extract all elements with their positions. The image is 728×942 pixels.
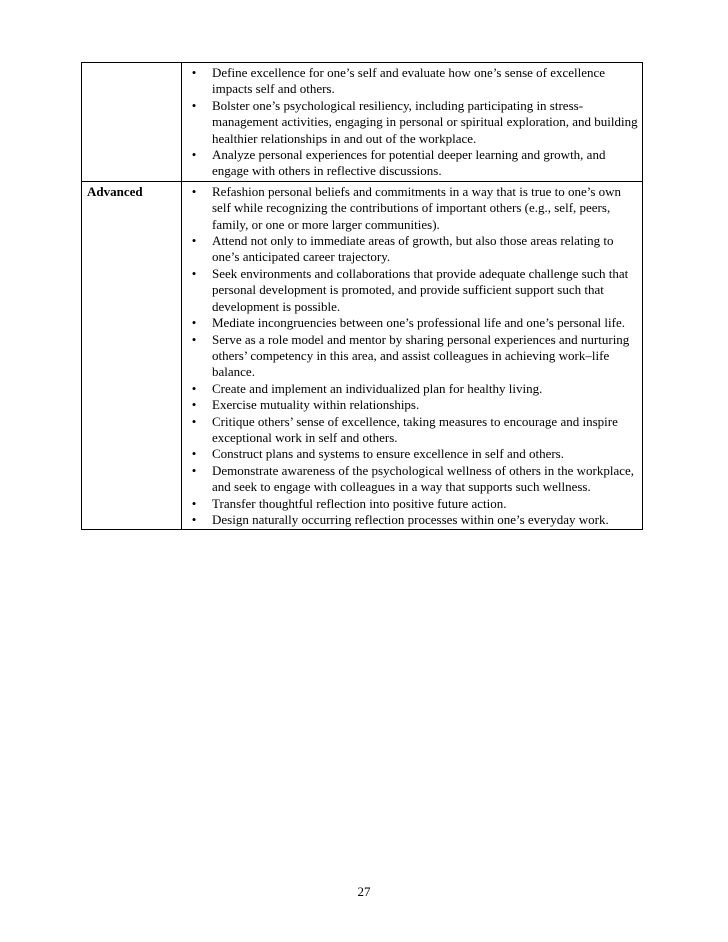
bullet-icon: • <box>191 380 197 396</box>
list-item-text: Seek environments and collaborations that provide adequate challenge such that personal development is promoted, and provide sufficient support such that development is possible. <box>212 265 629 314</box>
bullet-icon: • <box>191 511 197 527</box>
table-body <box>82 63 643 530</box>
bullet-icon: • <box>191 397 197 413</box>
bullet-icon: • <box>191 495 197 511</box>
bullet-icon: • <box>191 147 197 163</box>
bullet-list <box>182 184 638 529</box>
list-item <box>182 463 638 496</box>
level-cell <box>82 63 182 182</box>
list-item <box>182 184 638 233</box>
page-number: 27 <box>357 884 371 899</box>
list-item <box>182 233 638 266</box>
bullet-list <box>182 65 638 180</box>
list-item <box>182 266 638 315</box>
list-item <box>182 332 638 381</box>
list-item <box>182 397 638 413</box>
competency-cell <box>182 181 643 530</box>
list-item-text: Analyze personal experiences for potential deeper learning and growth, and engage with others in reflective discussions. <box>212 147 606 179</box>
competency-cell <box>182 63 643 182</box>
list-item-text: Transfer thoughtful reflection into positive future action. <box>212 495 507 511</box>
bullet-icon: • <box>191 97 197 113</box>
list-item <box>182 414 638 447</box>
table-row <box>82 63 643 182</box>
list-item <box>182 512 638 528</box>
list-item-text: Construct plans and systems to ensure excellence in self and others. <box>212 446 564 462</box>
list-item-text: Design naturally occurring reflection processes within one’s everyday work. <box>212 511 609 527</box>
bullet-icon: • <box>191 315 197 331</box>
list-item-text: Bolster one’s psychological resiliency, including participating in stress-management activities, engaging in personal or spiritual exploration, and building healthier relationships in and out of the workplace. <box>212 97 638 146</box>
table-row <box>82 181 643 530</box>
list-item <box>182 446 638 462</box>
list-item-text: Attend not only to immediate areas of growth, but also those areas relating to one’s anticipated career trajectory. <box>212 233 614 265</box>
bullet-icon: • <box>191 462 197 478</box>
list-item <box>182 147 638 180</box>
list-item <box>182 98 638 147</box>
list-item-text: Mediate incongruencies between one’s professional life and one’s personal life. <box>212 315 625 331</box>
bullet-icon: • <box>191 446 197 462</box>
bullet-icon: • <box>191 233 197 249</box>
list-item-text: Demonstrate awareness of the psychological wellness of others in the workplace, and seek to engage with colleagues in a way that supports such wellness. <box>212 462 635 495</box>
bullet-icon: • <box>191 265 197 281</box>
list-item-text: Create and implement an individualized plan for healthy living. <box>212 380 543 396</box>
list-item-text: Refashion personal beliefs and commitments in a way that is true to one’s own self while recognizing the contributions of important others (e.g., self, peers, family, or one or more larger communities). <box>212 183 622 232</box>
bullet-icon: • <box>191 183 197 199</box>
list-item <box>182 381 638 397</box>
list-item-text: Serve as a role model and mentor by sharing personal experiences and nurturing others’ competency in this area, and assist colleagues in achieving work–life balance. <box>212 331 630 380</box>
bullet-icon: • <box>191 65 197 80</box>
list-item <box>182 496 638 512</box>
bullet-icon: • <box>191 413 197 429</box>
list-item <box>182 315 638 331</box>
competency-table <box>81 62 643 530</box>
list-item-text: Exercise mutuality within relationships. <box>212 397 420 413</box>
list-item <box>182 65 638 98</box>
level-cell: Advanced <box>82 181 182 530</box>
list-item-text: Define excellence for one’s self and evaluate how one’s sense of excellence impacts self and others. <box>212 65 606 97</box>
list-item-text: Critique others’ sense of excellence, taking measures to encourage and inspire exceptional work in self and others. <box>212 413 618 445</box>
bullet-icon: • <box>191 331 197 347</box>
